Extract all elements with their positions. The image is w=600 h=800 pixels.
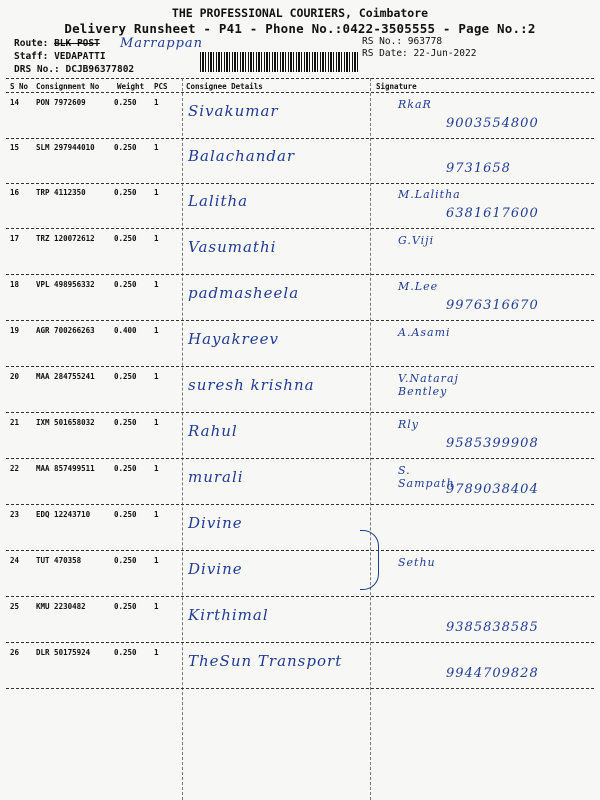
pcs-cell: 1 [154, 372, 159, 381]
table-row [6, 510, 594, 548]
rs-no-value: 963778 [407, 36, 443, 47]
pcs-cell: 1 [154, 418, 159, 427]
consignee-handwritten: Balachandar [188, 147, 296, 165]
sno-cell: 16 [10, 188, 20, 197]
row-rule [6, 366, 594, 367]
grouping-bracket [360, 530, 379, 590]
row-rule [6, 274, 594, 275]
table-row [6, 418, 594, 456]
table-row [6, 602, 594, 640]
route-value: BLK POST [54, 38, 100, 49]
table-row [6, 648, 594, 686]
consignment-cell: EDQ 12243710 [36, 510, 91, 519]
company-title: THE PROFESSIONAL COURIERS, Coimbatore [171, 6, 429, 20]
rs-no-line [362, 36, 442, 47]
table-row [6, 234, 594, 272]
consignment-cell: MAA 284755241 [36, 372, 95, 381]
pcs-cell: 1 [154, 464, 159, 473]
table-row [6, 326, 594, 364]
sno-cell: 18 [10, 280, 20, 289]
col-sno: S No [10, 82, 29, 91]
sno-cell: 14 [10, 98, 20, 107]
row-rule [6, 183, 594, 184]
consignee-handwritten: padmasheela [188, 284, 300, 302]
weight-cell: 0.250 [114, 280, 137, 289]
signature-phone: 9789038404 [446, 482, 539, 497]
sno-cell: 22 [10, 464, 20, 473]
runsheet-subtitle: Delivery Runsheet - P41 - Phone No.:0422-3505555 - Page No.:2 [64, 21, 536, 36]
col-signature: Signature [376, 82, 417, 91]
row-rule [6, 138, 594, 139]
pcs-cell: 1 [154, 556, 159, 565]
signature-name: A.Asami [398, 326, 451, 339]
rs-date-line [362, 48, 476, 59]
weight-cell: 0.250 [114, 556, 137, 565]
table-row [6, 556, 594, 594]
route-line [14, 38, 100, 49]
consignment-cell: VPL 498956332 [36, 280, 95, 289]
weight-cell: 0.250 [114, 98, 137, 107]
drs-line [14, 64, 134, 75]
weight-cell: 0.250 [114, 418, 137, 427]
table-row [6, 464, 594, 502]
pcs-cell: 1 [154, 98, 159, 107]
signature-name: M.Lalitha [398, 188, 461, 201]
weight-cell: 0.250 [114, 234, 137, 243]
weight-cell: 0.250 [114, 143, 137, 152]
signature-name: G.Viji [398, 234, 435, 247]
row-rule [6, 412, 594, 413]
signature-phone: 6381617600 [446, 206, 539, 221]
col-consignment: Consignment No [36, 82, 100, 91]
signature-name: M.Lee [398, 280, 439, 293]
consignment-cell: TRZ 120072612 [36, 234, 95, 243]
sno-cell: 17 [10, 234, 20, 243]
signature-name: Sethu [398, 556, 436, 569]
sno-cell: 21 [10, 418, 20, 427]
pcs-cell: 1 [154, 602, 159, 611]
pcs-cell: 1 [154, 510, 159, 519]
signature-name: RkaR [398, 98, 432, 111]
signature-name: S. Sampath [398, 464, 455, 490]
pcs-cell: 1 [154, 234, 159, 243]
header-rule [6, 92, 594, 93]
signature-phone: 9585399908 [446, 436, 539, 451]
route-handwritten: Marrappan [120, 36, 204, 51]
signature-phone: 9731658 [446, 161, 511, 176]
consignment-cell: AGR 700266263 [36, 326, 95, 335]
barcode [200, 52, 358, 72]
sno-cell: 26 [10, 648, 20, 657]
weight-cell: 0.250 [114, 510, 137, 519]
consignment-cell: TUT 470358 [36, 556, 82, 565]
col-pcs: PCS [154, 82, 168, 91]
table-row [6, 280, 594, 318]
sno-cell: 20 [10, 372, 20, 381]
signature-phone: 9003554800 [446, 116, 539, 131]
consignee-handwritten: Hayakreev [188, 330, 279, 348]
sno-cell: 24 [10, 556, 20, 565]
consignee-handwritten: Divine [188, 514, 243, 532]
row-rule [6, 320, 594, 321]
consignee-handwritten: Divine [188, 560, 243, 578]
weight-cell: 0.250 [114, 464, 137, 473]
pcs-cell: 1 [154, 280, 159, 289]
weight-cell: 0.250 [114, 648, 137, 657]
table-row [6, 372, 594, 410]
consignment-cell: SLM 297944010 [36, 143, 95, 152]
consignment-cell: PON 7972609 [36, 98, 86, 107]
consignee-handwritten: murali [188, 468, 244, 486]
weight-cell: 0.400 [114, 326, 137, 335]
table-row [6, 188, 594, 226]
staff-line [14, 51, 106, 62]
signature-phone: 9976316670 [446, 298, 539, 313]
weight-cell: 0.250 [114, 602, 137, 611]
rs-date-value: 22-Jun-2022 [413, 48, 477, 59]
consignee-handwritten: Lalitha [188, 192, 249, 210]
pcs-cell: 1 [154, 648, 159, 657]
rs-no-label: RS No.: [362, 36, 403, 47]
row-rule [6, 642, 594, 643]
col-weight: Weight [117, 82, 145, 91]
row-rule [6, 228, 594, 229]
consignment-cell: MAA 857499511 [36, 464, 95, 473]
consignee-handwritten: TheSun Transport [188, 652, 343, 670]
sno-cell: 15 [10, 143, 20, 152]
row-rule [6, 688, 594, 689]
sno-cell: 23 [10, 510, 20, 519]
consignment-cell: DLR 50175924 [36, 648, 91, 657]
table-row [6, 98, 594, 136]
consignment-cell: TRP 4112350 [36, 188, 86, 197]
signature-name: Rly [398, 418, 420, 431]
consignment-cell: IXM 501658032 [36, 418, 95, 427]
weight-cell: 0.250 [114, 188, 137, 197]
drs-value: DCJB96377802 [65, 64, 135, 75]
sno-cell: 25 [10, 602, 20, 611]
table-top-rule [6, 78, 594, 79]
drs-label: DRS No.: [14, 64, 60, 75]
signature-name: V.Nataraj Bentley [398, 372, 459, 398]
pcs-cell: 1 [154, 326, 159, 335]
consignee-handwritten: suresh krishna [188, 376, 315, 394]
route-label: Route: [14, 38, 49, 49]
rs-date-label: RS Date: [362, 48, 408, 59]
row-rule [6, 596, 594, 597]
col-consignee: Consignee Details [186, 82, 263, 91]
consignee-handwritten: Kirthimal [188, 606, 269, 624]
row-rule [6, 458, 594, 459]
table-row [6, 143, 594, 181]
sno-cell: 19 [10, 326, 20, 335]
weight-cell: 0.250 [114, 372, 137, 381]
signature-phone: 9385838585 [446, 620, 539, 635]
consignee-handwritten: Vasumathi [188, 238, 277, 256]
row-rule [6, 504, 594, 505]
staff-value: VEDAPATTI [54, 51, 106, 62]
pcs-cell: 1 [154, 143, 159, 152]
pcs-cell: 1 [154, 188, 159, 197]
row-rule [6, 550, 594, 551]
staff-label: Staff: [14, 51, 49, 62]
consignee-handwritten: Rahul [188, 422, 238, 440]
consignee-handwritten: Sivakumar [188, 102, 279, 120]
consignment-cell: KMU 2230482 [36, 602, 86, 611]
signature-phone: 9944709828 [446, 666, 539, 681]
